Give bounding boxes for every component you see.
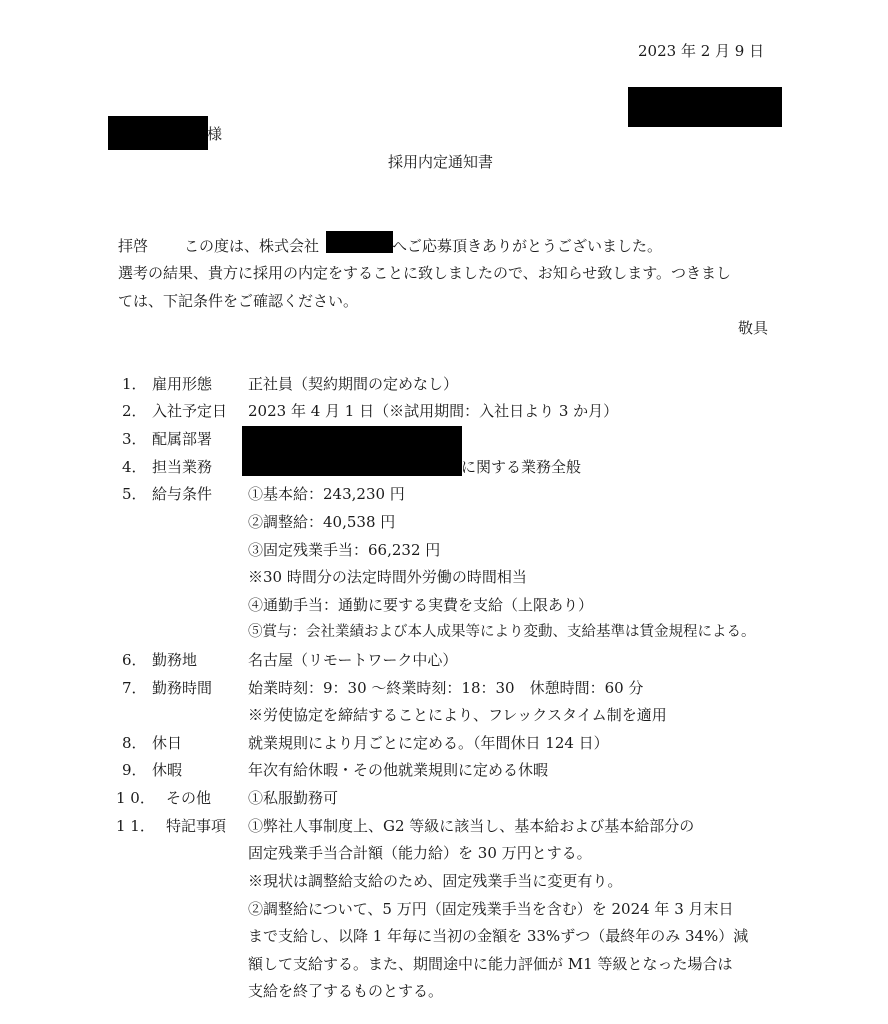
- item-number: 7．: [122, 679, 147, 697]
- greeting: 拝啓: [118, 237, 149, 255]
- item-value: 正社員（契約期間の定めなし）: [248, 375, 459, 393]
- recipient-suffix: 様: [207, 125, 223, 143]
- item-label: 勤務時間: [152, 679, 213, 697]
- item-number: 1．: [122, 375, 147, 393]
- item-value: に関する業務全般: [461, 458, 582, 476]
- item-number: 6．: [122, 651, 147, 669]
- item-number: 8．: [122, 734, 147, 752]
- redacted-department-duty: [242, 426, 462, 476]
- issue-date: 2023 年 2 月 9 日: [638, 42, 765, 60]
- item-value: 額して支給する。また、期間途中に能力評価が M1 等級となった場合は: [248, 955, 733, 973]
- item-label: その他: [166, 789, 212, 807]
- item-label: 給与条件: [152, 485, 213, 503]
- item-value: まで支給し、以降 1 年毎に当初の金額を 33%ずつ（最終年のみ 34%）減: [248, 927, 749, 945]
- item-value: ②調整給について、5 万円（固定残業手当を含む）を 2024 年 3 月末日: [248, 900, 734, 918]
- item-label: 特記事項: [166, 817, 227, 835]
- item-number: 1 1．: [116, 817, 155, 835]
- item-value: ※現状は調整給支給のため、固定残業手当に変更有り。: [248, 872, 623, 890]
- document-title: 採用内定通知書: [388, 153, 494, 171]
- item-value: 支給を終了するものとする。: [248, 982, 444, 1000]
- item-value: ⑤賞与：会社業績および本人成果等により変動、支給基準は賃金規程による。: [248, 624, 756, 640]
- item-value: ①基本給：243,230 円: [248, 485, 405, 503]
- item-number: 9．: [122, 761, 147, 779]
- item-value: 2023 年 4 月 1 日（※試用期間：入社日より 3 か月）: [248, 402, 619, 420]
- item-number: 2．: [122, 402, 147, 420]
- item-number: 4．: [122, 458, 147, 476]
- item-value: ②調整給：40,538 円: [248, 513, 396, 531]
- item-value: ④通勤手当：通勤に要する実費を支給（上限あり）: [248, 596, 594, 614]
- item-label: 配属部署: [152, 430, 213, 448]
- item-label: 休日: [152, 734, 183, 752]
- item-value: 固定残業手当合計額（能力給）を 30 万円とする。: [248, 844, 592, 862]
- redacted-sender: [628, 87, 782, 127]
- body-line1-post: へご応募頂きありがとうございました。: [392, 237, 663, 255]
- item-label: 入社予定日: [152, 402, 228, 420]
- item-value: 就業規則により月ごとに定める。（年間休日 124 日）: [248, 734, 609, 752]
- item-number: 1 0．: [116, 789, 155, 807]
- item-value: ①弊社人事制度上、G2 等級に該当し、基本給および基本給部分の: [248, 817, 695, 835]
- item-label: 雇用形態: [152, 375, 213, 393]
- item-value: ③固定残業手当：66,232 円: [248, 541, 441, 559]
- redacted-recipient: [108, 116, 208, 150]
- item-number: 5．: [122, 485, 147, 503]
- item-value: ※労使協定を締結することにより、フレックスタイム制を適用: [248, 706, 667, 724]
- body-line2: 選考の結果、貴方に採用の内定をすることに致しましたので、お知らせ致します。つきまし: [118, 264, 732, 282]
- item-value: 名古屋（リモートワーク中心）: [248, 651, 458, 669]
- item-value: 年次有給休暇・その他就業規則に定める休暇: [248, 761, 549, 779]
- item-label: 休暇: [152, 761, 183, 779]
- body-line1-pre: この度は、株式会社: [184, 237, 320, 255]
- item-value: ※30 時間分の法定時間外労働の時間相当: [248, 568, 527, 586]
- item-value: 始業時刻：9：30 〜終業時刻：18：30 休憩時間：60 分: [248, 679, 644, 697]
- item-value: ①私服勤務可: [248, 789, 339, 807]
- item-label: 勤務地: [152, 651, 198, 669]
- item-label: 担当業務: [152, 458, 213, 476]
- closing: 敬具: [738, 319, 769, 337]
- item-number: 3．: [122, 430, 147, 448]
- body-line3: ては、下記条件をご確認ください。: [118, 292, 359, 310]
- redacted-company: [326, 231, 393, 253]
